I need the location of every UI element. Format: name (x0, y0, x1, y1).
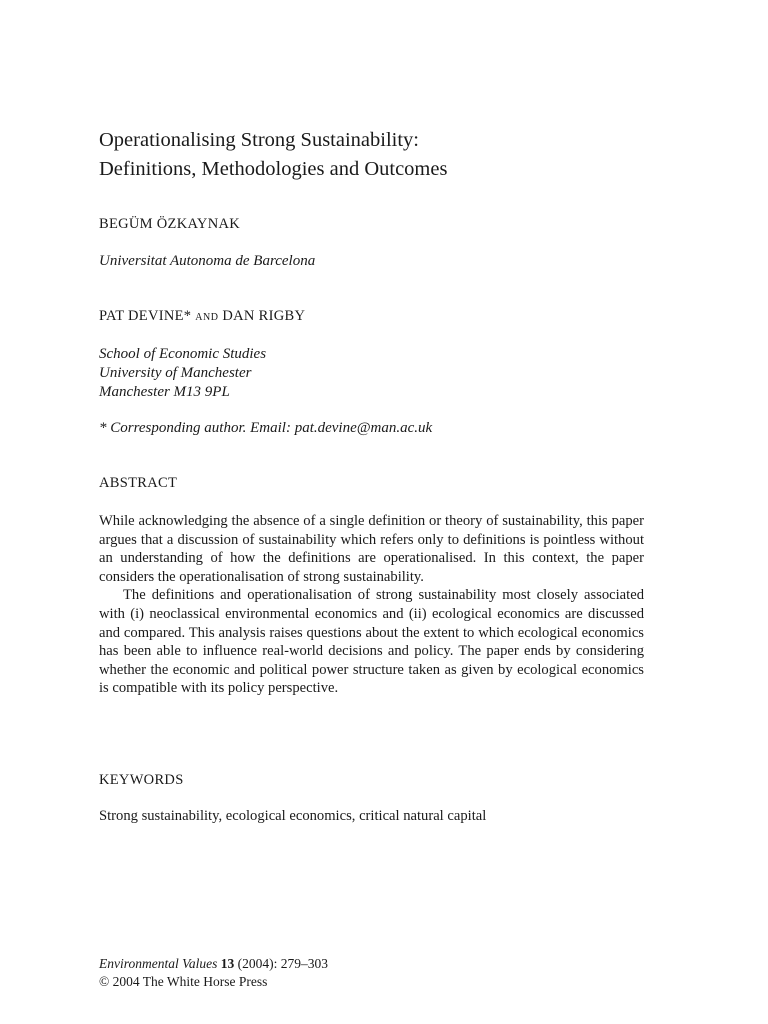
affiliation-line: University of Manchester (99, 365, 252, 381)
title-line-2: Definitions, Methodologies and Outcomes (99, 158, 448, 180)
abstract-heading: ABSTRACT (99, 475, 178, 491)
title-line-1: Operationalising Strong Sustainability: (99, 129, 420, 151)
corresponding-author-note: * Corresponding author. Email: pat.devine@man.ac.uk (99, 420, 433, 436)
keywords-text: Strong sustainability, ecological economics, critical natural capital (99, 808, 487, 824)
author-conjunction: and (195, 308, 219, 324)
abstract-body (99, 512, 644, 698)
author-1-name: BEGÜM ÖZKAYNAK (99, 216, 241, 232)
journal-footer (99, 955, 328, 991)
journal-volume: 13 (220, 956, 235, 971)
keywords-heading: KEYWORDS (99, 772, 184, 788)
paper-title (99, 126, 659, 184)
author-2-names (99, 308, 305, 325)
author-dan-rigby: DAN RIGBY (222, 308, 306, 324)
abstract-paragraph-1: While acknowledging the absence of a single definition or theory of sustainability, this paper argues that a discussion of sustainability which refers only to definitions is pointless without an understanding of how the definitions are operationalised. In this context, the paper considers the operationalisation of strong sustainability. (99, 513, 644, 585)
journal-citation (99, 955, 328, 973)
affiliation-line: School of Economic Studies (99, 346, 267, 362)
journal-name: Environmental Values (99, 956, 218, 971)
copyright-notice: © 2004 The White Horse Press (99, 974, 268, 989)
author-pat-devine: PAT DEVINE* (99, 308, 192, 324)
author-2-affiliation (99, 345, 266, 402)
author-1-affiliation: Universitat Autonoma de Barcelona (99, 253, 316, 269)
abstract-paragraph-2: The definitions and operationalisation of strong sustainability most closely associated with (i) neoclassical environmental economics and (ii) ecological economics are discussed and compared. This analysis raises questions about the extent to which ecological economics has been able to influence real-world decisions and policy. The paper ends by considering whether the economic and political power structure taken as given by ecological economics is compatible with its policy perspective. (99, 587, 644, 697)
journal-pages: (2004): 279–303 (234, 956, 328, 971)
affiliation-line: Manchester M13 9PL (99, 384, 230, 400)
